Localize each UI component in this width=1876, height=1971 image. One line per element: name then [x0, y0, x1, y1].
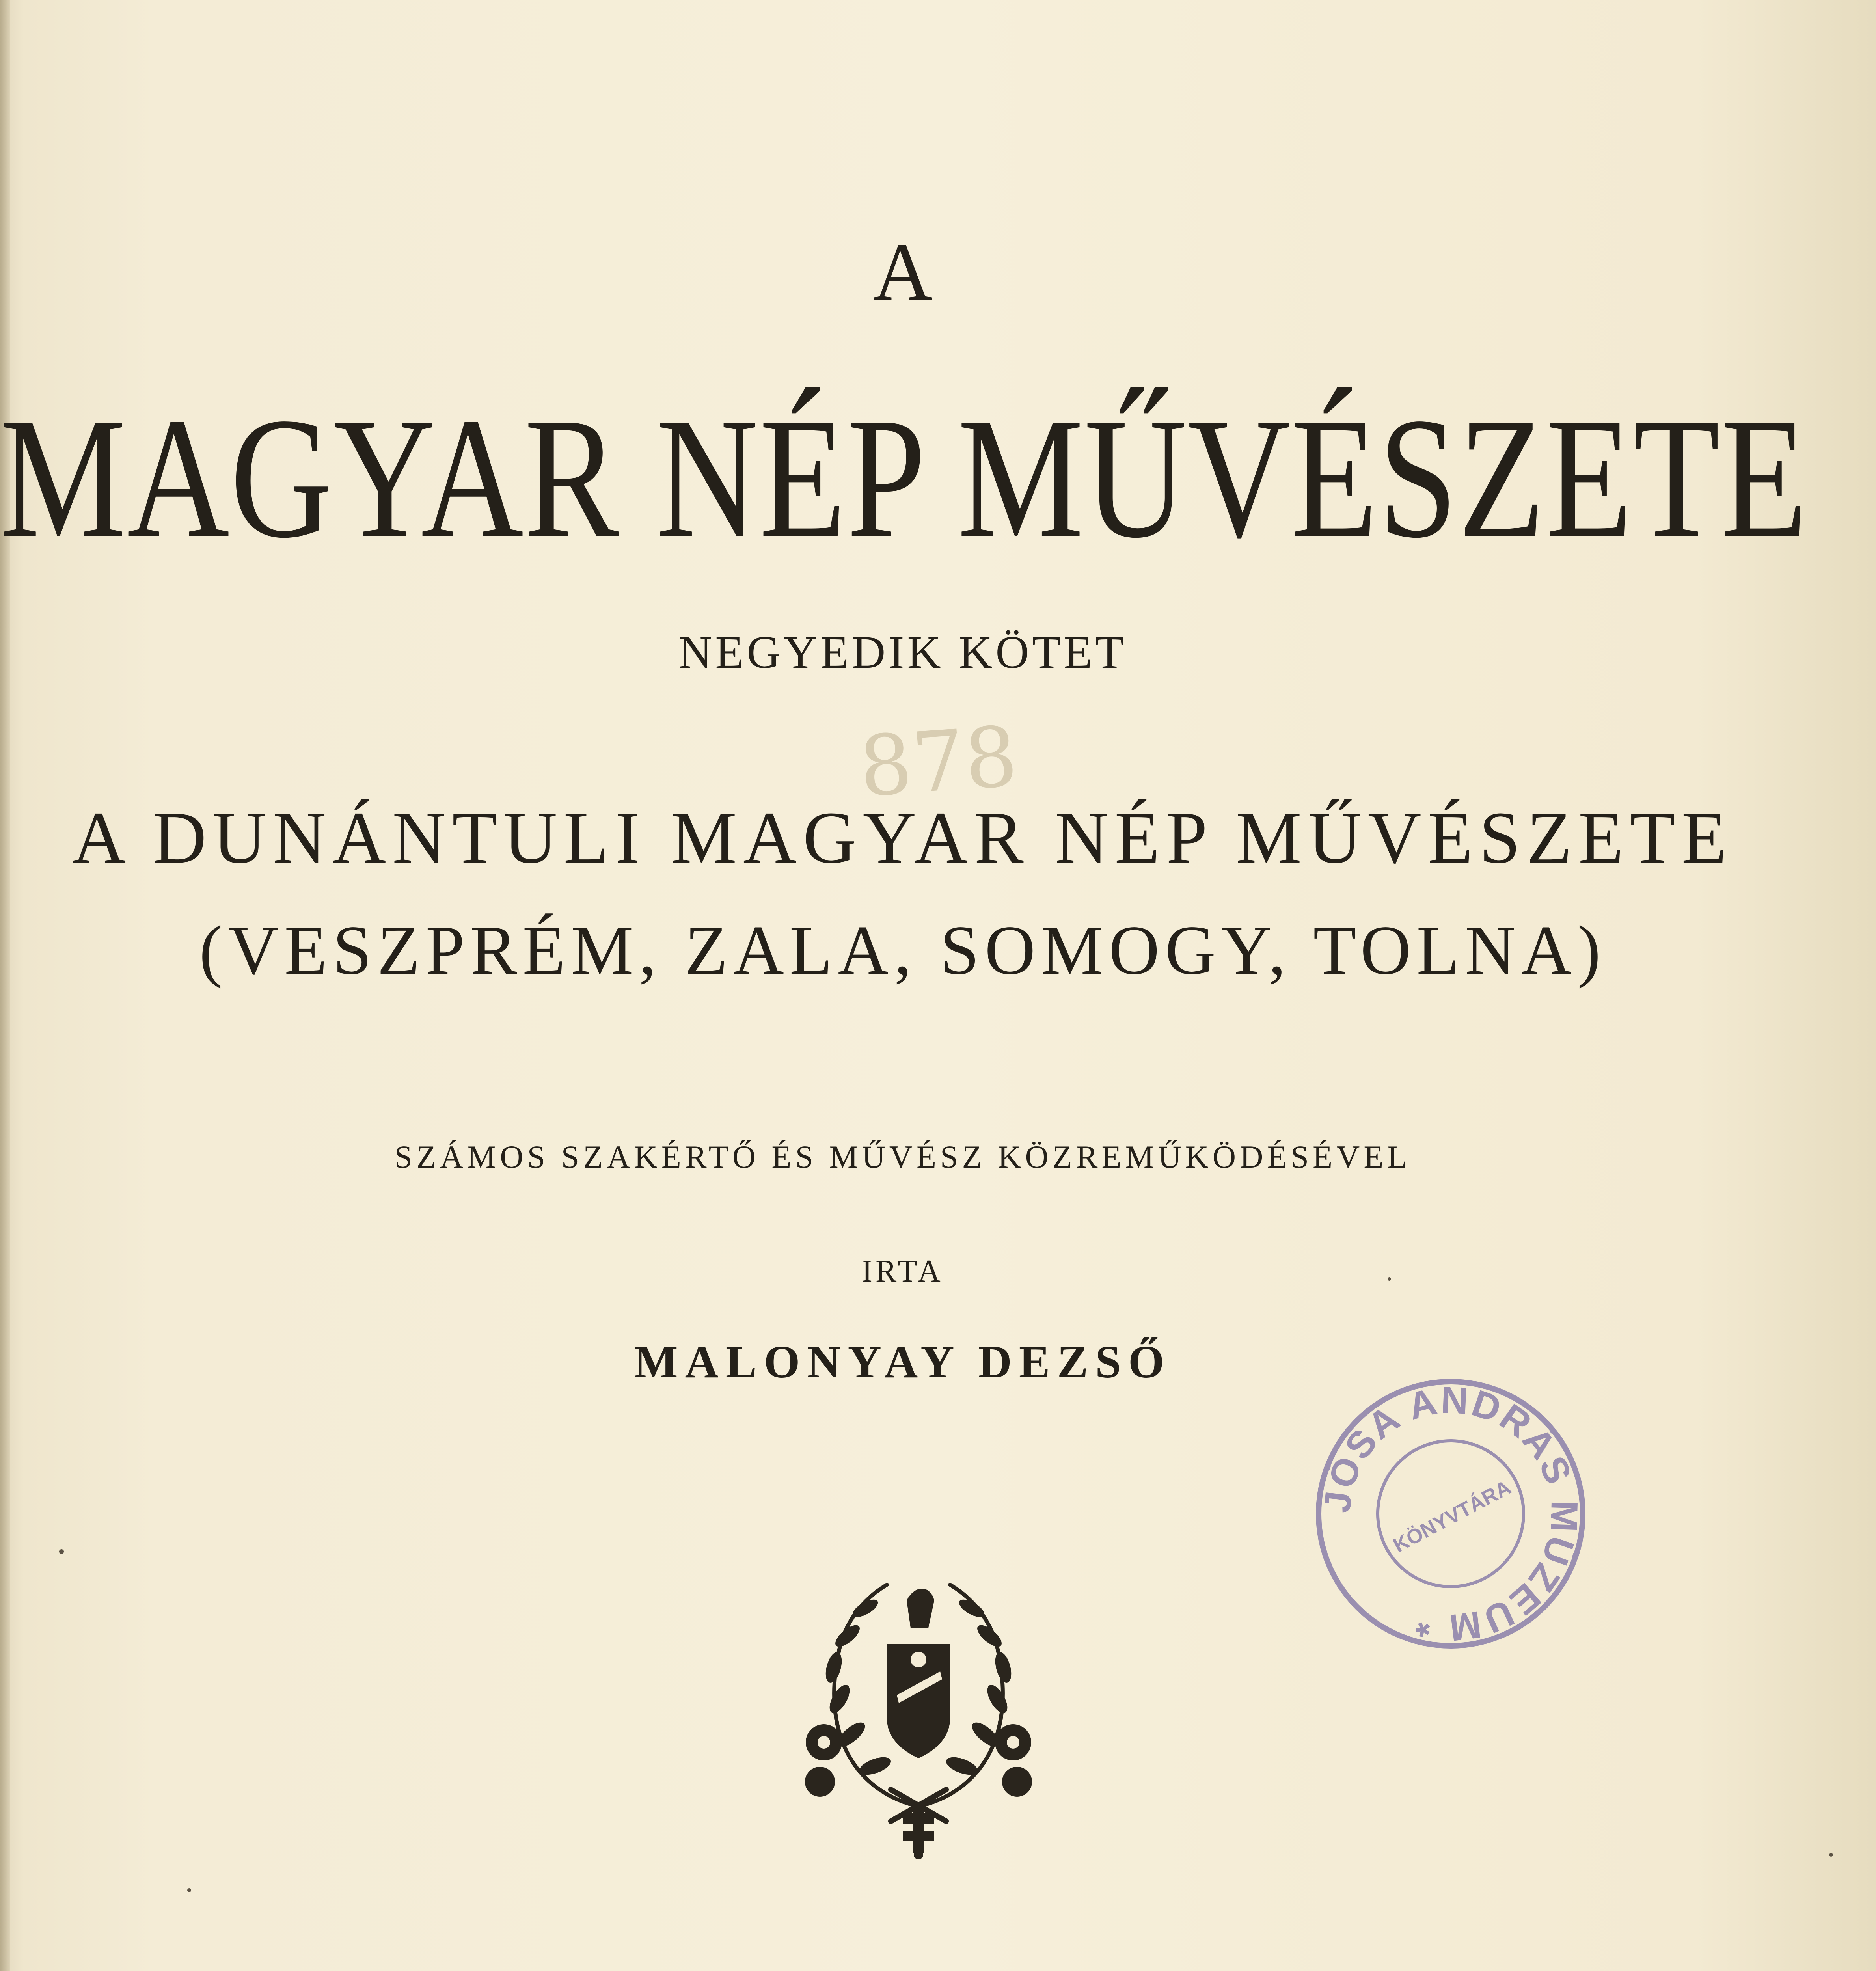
pencil-shelfmark: 878: [856, 708, 1021, 816]
volume-label: NEGYEDIK KÖTET: [678, 626, 1127, 678]
author-name: MALONYAY DEZSŐ: [634, 1336, 1172, 1388]
title-article: A: [873, 226, 933, 318]
paper-speck: [1388, 1277, 1391, 1281]
library-stamp: [1313, 1376, 1589, 1652]
stamp-center-text: KÖNYVTÁRA: [1389, 1476, 1515, 1557]
paper-speck: [1829, 1853, 1833, 1857]
regions-subtitle: (VESZPRÉM, ZALA, SOMOGY, TOLNA): [199, 911, 1606, 989]
publisher-ornament-icon: [796, 1569, 1041, 1861]
written-by-label: IRTA: [862, 1254, 944, 1289]
subtitle: A DUNÁNTULI MAGYAR NÉP MŰVÉSZETE: [72, 796, 1733, 879]
contributors-line: SZÁMOS SZAKÉRTŐ ÉS MŰVÉSZ KÖZREMŰKÖDÉSÉVEL: [394, 1139, 1411, 1175]
stamp-ring-text: JÓSA ANDRÁS MÚZEUM *: [1315, 1379, 1586, 1649]
paper-speck: [59, 1549, 64, 1554]
main-title: MAGYAR NÉP MŰVÉSZETE: [0, 382, 1808, 574]
paper-speck: [187, 1888, 191, 1892]
